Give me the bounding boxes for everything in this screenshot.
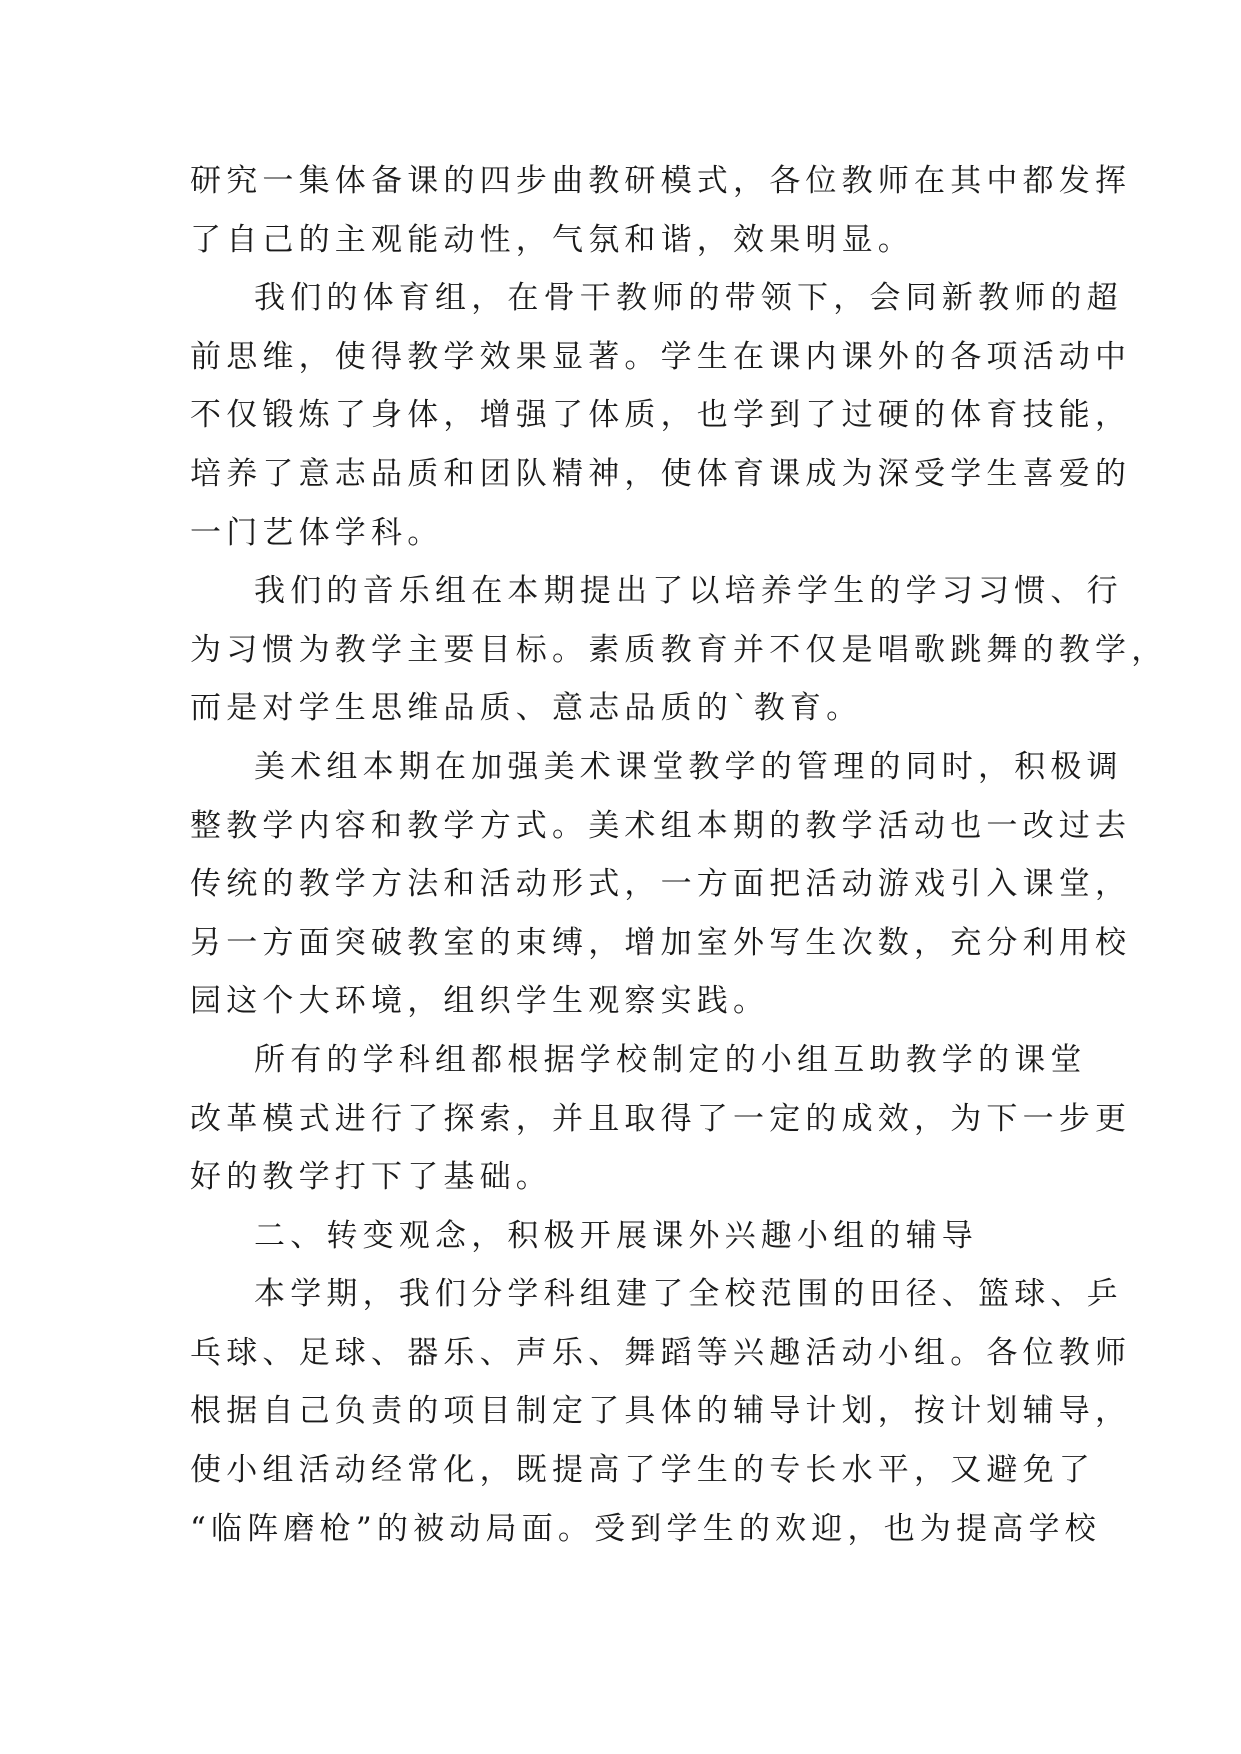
text-line: 传统的教学方法和活动形式，一方面把活动游戏引入课堂， [190, 866, 1132, 903]
text-line: 不仅锻炼了身体，增强了体质，也学到了过硬的体育技能， [190, 397, 1132, 434]
text-line: 为习惯为教学主要目标。素质教育并不仅是唱歌跳舞的教学， [190, 631, 1168, 668]
text-line: 本学期，我们分学科组建了全校范围的田径、篮球、乒 [254, 1276, 1123, 1313]
text-line: 一门艺体学科。 [190, 514, 444, 551]
text-line: 我们的音乐组在本期提出了以培养学生的学习习惯、行 [254, 573, 1123, 610]
text-line: 美术组本期在加强美术课堂教学的管理的同时，积极调 [254, 748, 1123, 785]
text-line: 所有的学科组都根据学校制定的小组互助教学的课堂 [254, 1041, 1087, 1078]
text-line: 整教学内容和教学方式。美术组本期的教学活动也一改过去 [190, 807, 1132, 844]
text-line: 二、转变观念，积极开展课外兴趣小组的辅导 [254, 1217, 978, 1254]
text-line: “临阵磨枪”的被动局面。受到学生的欢迎，也为提高学校 [190, 1510, 1101, 1547]
text-line: 培养了意志品质和团队精神，使体育课成为深受学生喜爱的 [190, 455, 1132, 492]
text-line: 根据自己负责的项目制定了具体的辅导计划，按计划辅导， [190, 1393, 1132, 1430]
text-line: 乓球、足球、器乐、声乐、舞蹈等兴趣活动小组。各位教师 [190, 1334, 1132, 1371]
text-line: 使小组活动经常化，既提高了学生的专长水平，又避免了 [190, 1452, 1095, 1489]
text-line: 前思维，使得教学效果显著。学生在课内课外的各项活动中 [190, 338, 1132, 375]
text-line: 了自己的主观能动性，气氛和谐，效果明显。 [190, 221, 914, 258]
text-line: 改革模式进行了探索，并且取得了一定的成效，为下一步更 [190, 1100, 1132, 1137]
text-line: 好的教学打下了基础。 [190, 1159, 552, 1196]
text-line: 而是对学生思维品质、意志品质的`教育。 [190, 690, 863, 727]
text-line: 研究一集体备课的四步曲教研模式，各位教师在其中都发挥 [190, 163, 1132, 199]
document-body [190, 152, 1168, 1558]
text-line: 园这个大环境，组织学生观察实践。 [190, 983, 770, 1020]
text-line: 我们的体育组，在骨干教师的带领下，会同新教师的超 [254, 280, 1123, 317]
text-line: 另一方面突破教室的束缚，增加室外写生次数，充分利用校 [190, 924, 1132, 961]
